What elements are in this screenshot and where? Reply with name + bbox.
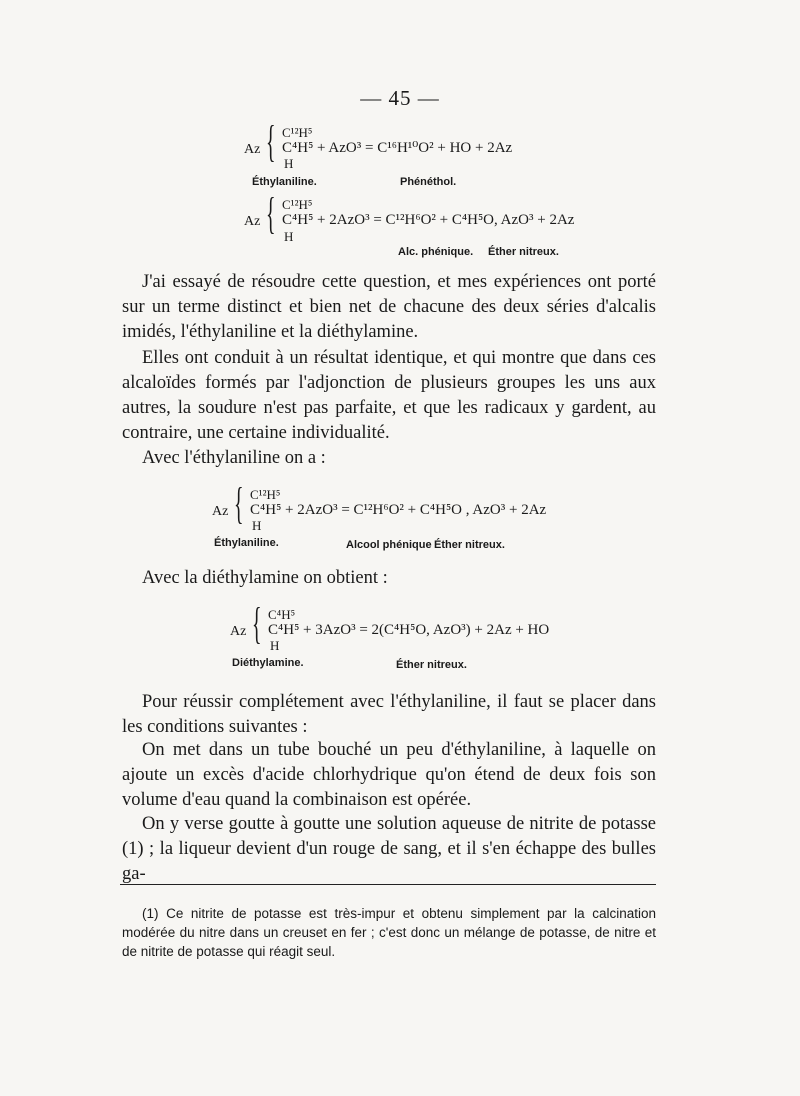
- formula-3-az: Az: [212, 504, 229, 519]
- formula-2-caption-2: Éther nitreux.: [488, 246, 559, 258]
- formula-2-brace: {: [266, 189, 276, 238]
- formula-3-line-2: C⁴H⁵ + 2AzO³ = C¹²H⁶O² + C⁴H⁵O , AzO³ + 2Az: [250, 502, 547, 518]
- footnote-rule: [120, 884, 656, 885]
- formula-4-line-1: C⁴H⁵: [268, 607, 296, 622]
- page-number: — 45 —: [360, 86, 440, 110]
- formula-4-az: Az: [230, 624, 247, 639]
- formula-1-caption-1: Éthylaniline.: [252, 176, 317, 188]
- formula-4-line-2: C⁴H⁵ + 3AzO³ = 2(C⁴H⁵O, AzO³) + 2Az + HO: [268, 622, 550, 638]
- formula-2-line-2: C⁴H⁵ + 2AzO³ = C¹²H⁶O² + C⁴H⁵O, AzO³ + 2Az: [282, 212, 575, 228]
- paragraph-7: On y verse goutte à goutte une solution aqueuse de nitrite de potasse (1) ; la liqueur devient d'un rouge de sang, et il s'en échappe des bulles ga-: [122, 814, 656, 884]
- paragraph-5: Pour réussir complétement avec l'éthylaniline, il faut se placer dans les conditions suivantes :: [122, 692, 656, 737]
- paragraph-3: Avec l'éthylaniline on a :: [142, 448, 326, 468]
- formula-3-caption-1: Éthylaniline.: [214, 537, 279, 549]
- formula-1-line-3: H: [284, 156, 294, 171]
- paragraph-4: Avec la diéthylamine on obtient :: [142, 568, 388, 588]
- paragraph-1: J'ai essayé de résoudre cette question, et mes expériences ont porté sur un terme distinct et bien net de chacune des deux séries d'alcalis imidés, l'éthylaniline et la diéthylamine.: [122, 272, 656, 342]
- formula-2-az: Az: [244, 214, 261, 229]
- formula-4-line-3: H: [270, 638, 280, 653]
- formula-3-caption-2: Alcool phénique: [346, 539, 432, 551]
- paragraph-6: On met dans un tube bouché un peu d'éthylaniline, à laquelle on ajoute un excès d'acide chlorhydrique qu'on étend de deux fois son volume d'eau quand la combinaison est opérée.: [122, 740, 656, 810]
- formula-1-line-2: C⁴H⁵ + AzO³ = C¹⁶H¹⁰O² + HO + 2Az: [282, 140, 513, 156]
- formula-2-line-3: H: [284, 229, 294, 244]
- formula-1-line-1: C¹²H⁵: [282, 125, 313, 140]
- formula-4-caption-1: Diéthylamine.: [232, 657, 304, 669]
- formula-1-caption-2: Phénéthol.: [400, 176, 457, 188]
- formula-2-caption-1: Alc. phénique.: [398, 246, 474, 258]
- paragraph-2: Elles ont conduit à un résultat identique, et qui montre que dans ces alcaloïdes formés par l'adjonction de plusieurs groupes les uns aux autres, la soudure n'est pas parfaite, et que les radicaux y gardent, au contraire, une certaine individualité.: [122, 348, 656, 443]
- formula-3-caption-3: Éther nitreux.: [434, 539, 505, 551]
- formula-2-line-1: C¹²H⁵: [282, 197, 313, 212]
- footnote: (1) Ce nitrite de potasse est très-impur et obtenu simplement par la calcination modérée du nitre dans un creuset en fer ; c'est donc un mélange de potasse, de nitre et de nitrite de potasse qui réagit seul.: [122, 906, 656, 959]
- formula-4-brace: {: [252, 599, 262, 648]
- formula-1-az: Az: [244, 142, 261, 157]
- formula-3-brace: {: [234, 479, 244, 528]
- formula-3-line-1: C¹²H⁵: [250, 487, 281, 502]
- formula-3-line-3: H: [252, 518, 262, 533]
- formula-1-brace: {: [266, 117, 276, 166]
- formula-4-caption-2: Éther nitreux.: [396, 659, 467, 671]
